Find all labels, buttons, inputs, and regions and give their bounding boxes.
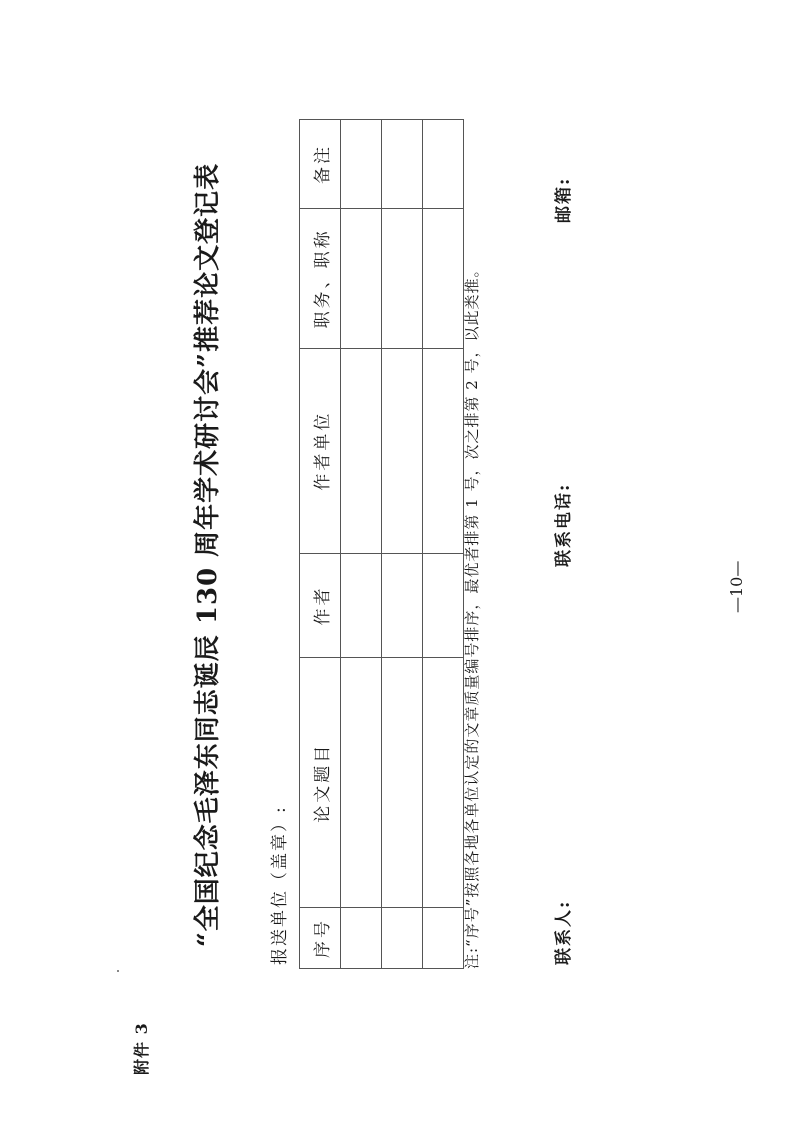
cell-author-unit[interactable] [423, 348, 464, 553]
rotated-content [87, 65, 746, 1075]
contact-phone-label: 联系电话: [554, 482, 574, 567]
header-paper-title: 论文题目 [300, 658, 341, 908]
cell-remarks[interactable] [382, 120, 423, 209]
header-position-title: 职务、职称 [300, 208, 341, 348]
table-row [341, 120, 382, 969]
contact-person-label: 联系人: [554, 899, 574, 965]
cell-paper-title[interactable] [423, 658, 464, 908]
table-note: 注:“序号”按照各地各单位认定的文章质量编号排序，最优者排第 1 号，次之排第 2 号，以此类推。 [463, 261, 481, 969]
header-author-unit: 作者单位 [300, 348, 341, 553]
cell-serial-no[interactable] [382, 908, 423, 969]
header-author: 作者 [300, 553, 341, 658]
cell-author[interactable] [341, 553, 382, 658]
cell-serial-no[interactable] [423, 908, 464, 969]
annex-label: 附件 3 [132, 1022, 151, 1075]
page-number: —10— [727, 560, 746, 613]
table-row [423, 120, 464, 969]
cell-remarks[interactable] [341, 120, 382, 209]
cell-paper-title[interactable] [382, 658, 423, 908]
table-row [382, 120, 423, 969]
cell-author-unit[interactable] [341, 348, 382, 553]
cell-author-unit[interactable] [382, 348, 423, 553]
cell-author[interactable] [382, 553, 423, 658]
table-header-row [300, 120, 341, 969]
cell-remarks[interactable] [423, 120, 464, 209]
cell-author[interactable] [423, 553, 464, 658]
cell-position-title[interactable] [382, 208, 423, 348]
cell-position-title[interactable] [423, 208, 464, 348]
cell-paper-title[interactable] [341, 658, 382, 908]
cell-position-title[interactable] [341, 208, 382, 348]
form-title: “全国纪念毛泽东同志诞辰 130 周年学术研讨会”推荐论文登记表 [193, 162, 223, 948]
header-remarks: 备注 [300, 120, 341, 209]
contact-email-label: 邮箱: [554, 176, 574, 223]
cell-serial-no[interactable] [341, 908, 382, 969]
header-serial-no: 序号 [300, 908, 341, 969]
submitting-unit-label: 报送单位（盖章）: [270, 805, 290, 965]
registration-table [299, 119, 464, 969]
